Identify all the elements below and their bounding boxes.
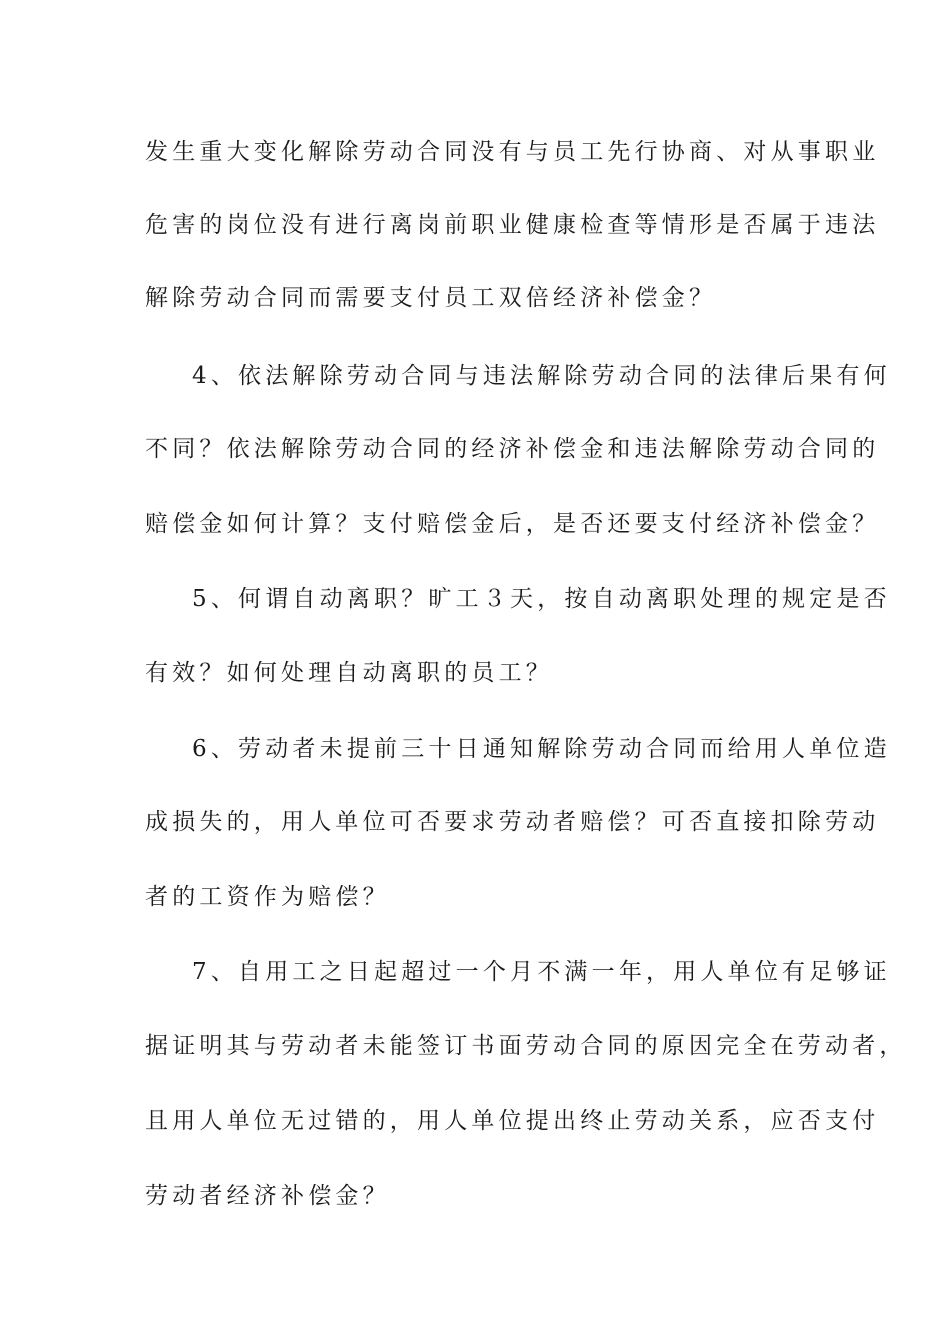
paragraph-line: 发生重大变化解除劳动合同没有与员工先行协商、对从事职业	[145, 139, 880, 165]
paragraph-line: 成损失的，用人单位可否要求劳动者赔偿？可否直接扣除劳动	[145, 809, 880, 835]
paragraph-line: 赔偿金如何计算？支付赔偿金后，是否还要支付经济补偿金？	[145, 511, 880, 537]
paragraph-line: 且用人单位无过错的，用人单位提出终止劳动关系，应否支付	[145, 1108, 880, 1134]
paragraph-line: 4、依法解除劳动合同与违法解除劳动合同的法律后果有何	[192, 363, 891, 389]
paragraph-line: 者的工资作为赔偿？	[145, 884, 390, 910]
paragraph-line: 危害的岗位没有进行离岗前职业健康检查等情形是否属于违法	[145, 212, 880, 238]
paragraph-line: 有效？如何处理自动离职的员工？	[145, 660, 553, 686]
paragraph-line: 解除劳动合同而需要支付员工双倍经济补偿金？	[145, 285, 717, 311]
paragraph-line: 劳动者经济补偿金？	[145, 1183, 390, 1209]
paragraph-line: 6、劳动者未提前三十日通知解除劳动合同而给用人单位造	[192, 736, 891, 762]
paragraph-line: 不同？依法解除劳动合同的经济补偿金和违法解除劳动合同的	[145, 436, 880, 462]
paragraph-line: 5、何谓自动离职？旷工３天，按自动离职处理的规定是否	[192, 586, 891, 612]
paragraph-line: 7、自用工之日起超过一个月不满一年，用人单位有足够证	[192, 959, 891, 985]
paragraph-line: 据证明其与劳动者未能签订书面劳动合同的原因完全在劳动者，	[145, 1033, 907, 1059]
